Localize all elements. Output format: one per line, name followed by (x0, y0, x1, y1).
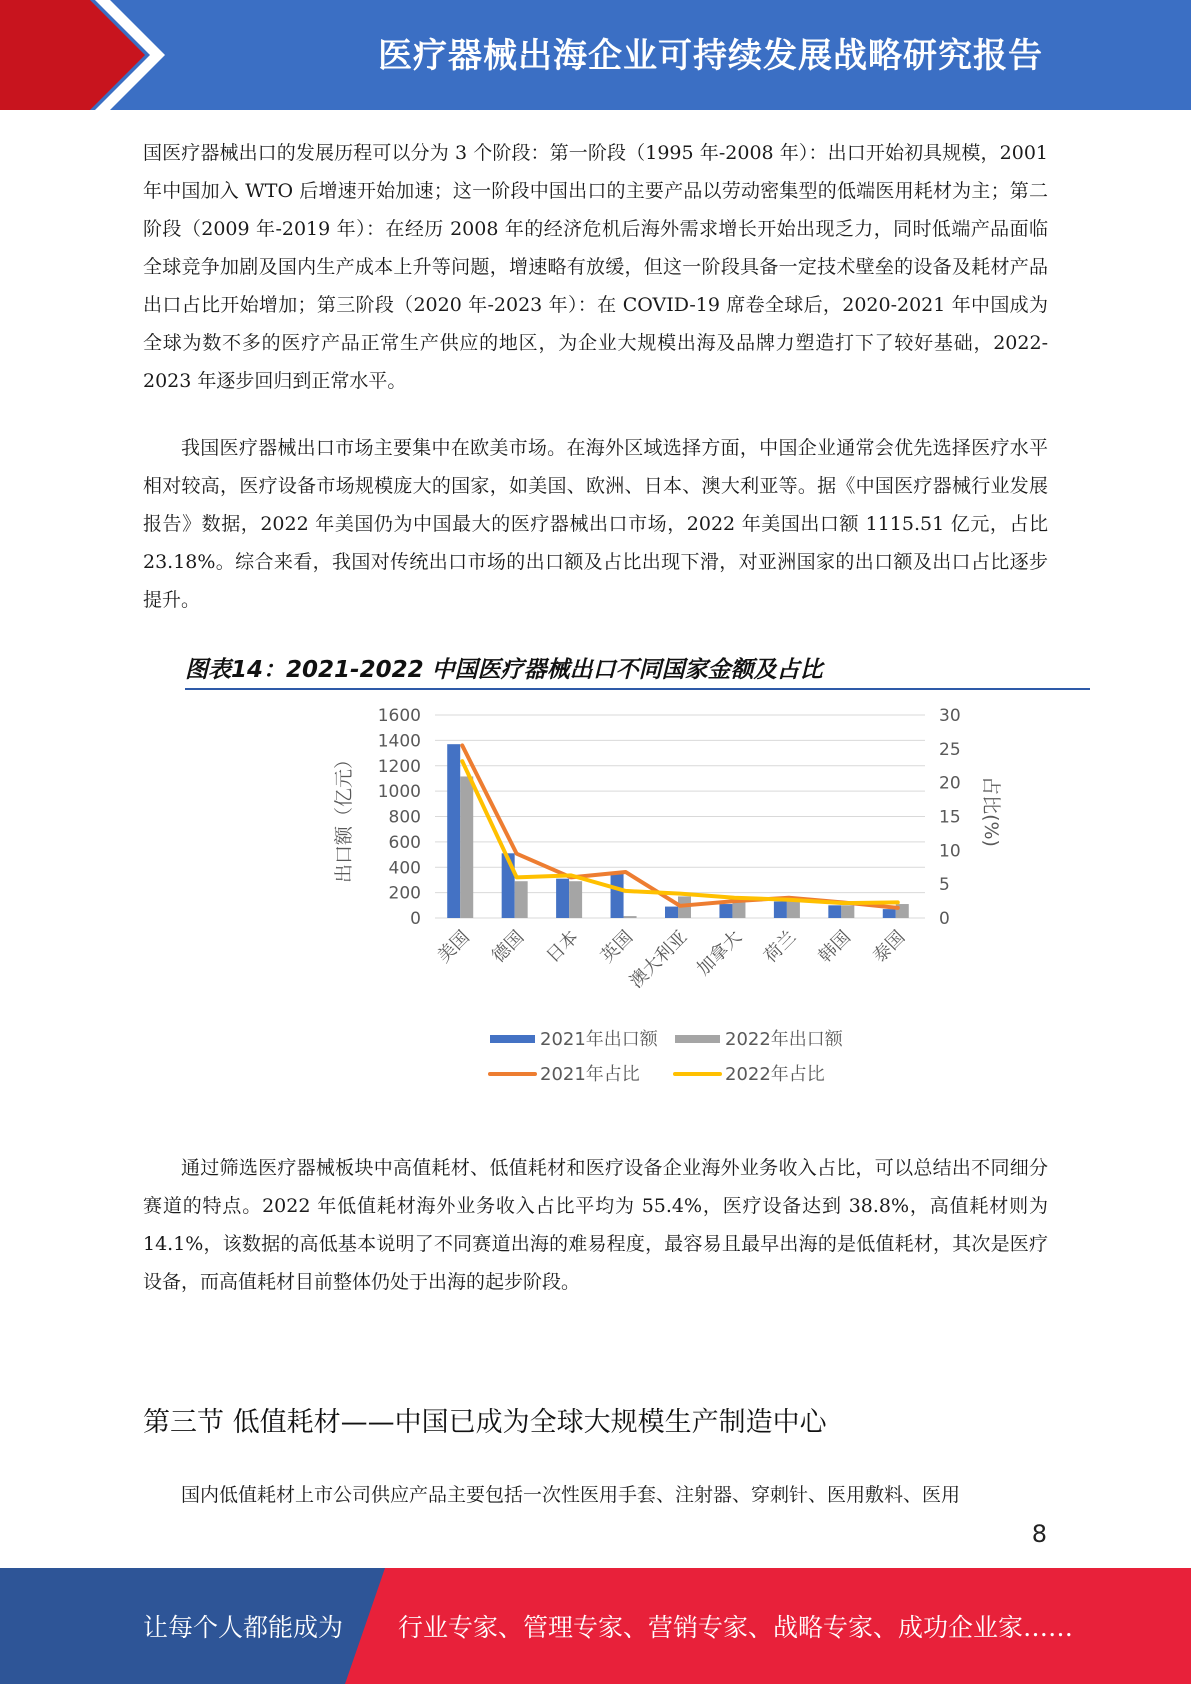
y-axis-label: 出口额（亿元） (333, 749, 355, 884)
paragraph-segment-share: 通过筛选医疗器械板块中高值耗材、低值耗材和医疗设备企业海外业务收入占比，可以总结出不同细分赛道的特点。2022 年低值耗材海外业务收入占比平均为 55.4%，医疗设备达到 38.8%，高值耗材则为 14.1%，该数据的高低基本说明了不同赛道出海的难易程度，最容易且最早出海的是低值耗材，其次是医疗设备，而高值耗材目前整体仍处于出海的起步阶段。 (143, 1157, 1048, 1293)
y2-tick-label: 15 (939, 807, 961, 828)
y-tick-label: 1600 (377, 706, 421, 726)
x-category-label: 澳大利亚 (625, 926, 692, 993)
paragraph-export-markets: 我国医疗器械出口市场主要集中在欧美市场。在海外区域选择方面，中国企业通常会优先选择医疗水平相对较高，医疗设备市场规模庞大的国家，如美国、欧洲、日本、澳大利亚等。据《中国医疗器械行业发展报告》数据，2022 年美国仍为中国最大的医疗器械出口市场，2022 年美国出口额 1115.51 亿元，占比 23.18%。综合来看，我国对传统出口市场的出口额及占比出现下滑，对亚洲国家的出口额及出口占比逐步提升。 (143, 437, 1048, 611)
legend-swatch (675, 1035, 720, 1043)
x-category-label: 德国 (487, 926, 529, 967)
x-category-label: 日本 (542, 926, 583, 967)
bar-2021年出口额 (611, 872, 624, 918)
x-category-label: 加拿大 (692, 926, 746, 980)
report-title: 医疗器械出海企业可持续发展战略研究报告 (378, 36, 1043, 76)
bar-2021年出口额 (883, 909, 896, 918)
legend-label: 2021年占比 (540, 1064, 640, 1085)
x-category-label: 韩国 (814, 926, 855, 967)
x-category-label: 泰国 (869, 926, 910, 967)
y-tick-label: 800 (388, 807, 421, 828)
bar-2022年出口额 (841, 905, 854, 918)
y-tick-label: 1200 (377, 756, 421, 777)
y-tick-label: 200 (388, 883, 421, 904)
x-category-label: 美国 (433, 926, 474, 967)
legend-label: 2022年出口额 (725, 1029, 843, 1050)
legend-label: 2021年出口额 (540, 1029, 658, 1050)
bar-2021年出口额 (556, 879, 569, 918)
bar-2022年出口额 (460, 776, 473, 918)
y-tick-label: 1400 (377, 731, 421, 752)
section-heading: 第三节 低值耗材——中国已成为全球大规模生产制造中心 (143, 1407, 827, 1438)
bar-2022年出口额 (624, 916, 637, 918)
paragraph-low-value-consumables: 国内低值耗材上市公司供应产品主要包括一次性医用手套、注射器、穿刺针、医用敷料、医用 (181, 1484, 961, 1506)
bar-2021年出口额 (447, 744, 460, 918)
bar-2021年出口额 (828, 905, 841, 918)
y-tick-label: 1000 (377, 782, 421, 803)
paragraph-export-history: 国医疗器械出口的发展历程可以分为 3 个阶段：第一阶段（1995 年-2008 年）：出口开始初具规模，2001 年中国加入 WTO 后增速开始加速；这一阶段中国出口的主要产品以劳动密集型的低端医用耗材为主；第二阶段（2009 年-2019 年）：在经历 2008 年的经济危机后海外需求增长开始出现乏力，同时低端产品面临全球竞争加剧及国内生产成本上升等问题，增速略有放缓，但这一阶段具备一定技术壁垒的设备及耗材产品出口占比开始增加；第三阶段（2020 年-2023 年）：在 COVID-19 席卷全球后，2020-2021 年中国成为全球为数不多的医疗产品正常生产供应的地区，为企业大规模出海及品牌力塑造打下了较好基础，2022-2023 年逐步回归到正常水平。 (143, 142, 1048, 392)
x-category-label: 荷兰 (760, 926, 801, 967)
bar-2022年出口额 (787, 902, 800, 918)
x-category-label: 英国 (596, 926, 638, 967)
y2-tick-label: 20 (939, 773, 961, 794)
bar-2021年出口额 (774, 902, 787, 918)
legend-label: 2022年占比 (725, 1064, 825, 1085)
footer-slogan-right: 行业专家、管理专家、营销专家、战略专家、成功企业家…… (398, 1613, 1074, 1642)
footer-banner (0, 1568, 1191, 1684)
y2-tick-label: 25 (939, 739, 961, 760)
bar-2021年出口额 (665, 907, 678, 918)
legend-swatch (490, 1035, 535, 1043)
y-tick-label: 600 (388, 832, 421, 853)
bar-2021年出口额 (719, 904, 732, 918)
y2-axis-label: 占比(%) (980, 776, 1002, 847)
y-tick-label: 0 (410, 909, 421, 929)
header-banner (0, 0, 1191, 110)
page-number: 8 (1031, 1520, 1047, 1548)
y-tick-label: 400 (388, 858, 421, 879)
y2-tick-label: 5 (939, 875, 950, 896)
bar-2022年出口额 (569, 881, 582, 918)
y2-tick-label: 10 (939, 841, 961, 862)
y2-tick-label: 30 (939, 706, 961, 726)
y2-tick-label: 0 (939, 909, 950, 929)
bar-2022年出口额 (515, 881, 528, 918)
footer-slogan-left: 让每个人都能成为 (143, 1613, 344, 1642)
export-chart (330, 700, 1030, 1100)
figure-title: 图表14：2021-2022 中国医疗器械出口不同国家金额及占比 (185, 652, 1090, 690)
